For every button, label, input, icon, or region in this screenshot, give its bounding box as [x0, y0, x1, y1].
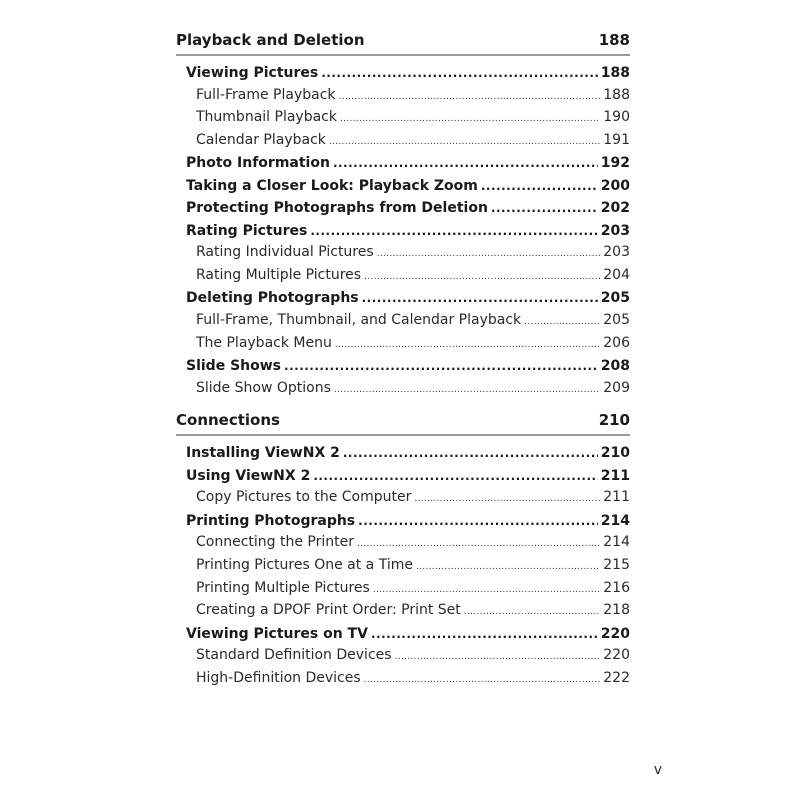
dot-leader	[481, 175, 598, 198]
dot-leader	[377, 244, 601, 265]
dot-leader	[340, 109, 600, 130]
dot-leader	[335, 335, 600, 356]
entry-page: 204	[603, 266, 630, 283]
dot-leader	[373, 580, 600, 601]
entry-page: 192	[600, 155, 630, 172]
dot-leader	[524, 312, 600, 333]
entry-title: Printing Photographs	[186, 512, 356, 529]
dot-leader	[491, 197, 598, 220]
toc-entry[interactable]	[176, 287, 630, 310]
entry-title: Copy Pictures to the Computer	[196, 489, 412, 506]
entry-page: 208	[600, 358, 630, 375]
dot-leader	[343, 442, 598, 465]
entry-page: 188	[600, 65, 630, 81]
dot-leader	[464, 602, 600, 623]
toc-subentry[interactable]	[176, 333, 630, 356]
section-header	[176, 408, 630, 436]
entry-title: Using ViewNX 2	[186, 467, 311, 484]
entry-title: Calendar Playback	[196, 131, 326, 148]
entry-title: High-Definition Devices	[196, 669, 361, 686]
dot-leader	[364, 267, 600, 288]
entry-title: Slide Show Options	[196, 379, 331, 396]
entry-title: Deleting Photographs	[186, 290, 359, 307]
entry-page: 211	[600, 467, 630, 484]
toc-entry[interactable]	[176, 623, 630, 646]
entry-title: Connecting the Printer	[196, 534, 354, 551]
section-playback-deletion	[176, 28, 630, 400]
entry-list	[176, 62, 630, 400]
entry-page: 191	[603, 131, 630, 148]
entry-page: 220	[600, 625, 630, 642]
toc-entry[interactable]	[176, 62, 630, 85]
dot-leader	[313, 465, 597, 488]
entry-title: Rating Individual Pictures	[196, 244, 374, 261]
entry-page: 222	[603, 669, 630, 686]
toc-subentry[interactable]	[176, 85, 630, 108]
entry-title: Standard Definition Devices	[196, 647, 392, 664]
toc-subentry[interactable]	[176, 578, 630, 601]
toc-subentry[interactable]	[176, 107, 630, 130]
entry-title: Full-Frame Playback	[196, 86, 336, 103]
entry-title: Rating Multiple Pictures	[196, 266, 362, 283]
entry-title: Printing Multiple Pictures	[196, 579, 370, 596]
toc-entry[interactable]	[176, 442, 630, 465]
entry-title: Printing Pictures One at a Time	[196, 556, 413, 573]
entry-page: 205	[603, 311, 630, 328]
entry-title: Slide Shows	[186, 358, 282, 375]
dot-leader	[416, 557, 600, 578]
dot-leader	[333, 152, 598, 175]
section-connections	[176, 408, 630, 690]
entry-page: 214	[603, 534, 630, 551]
dot-leader	[362, 287, 598, 310]
entry-page: 220	[603, 647, 630, 664]
dot-leader	[357, 534, 600, 555]
entry-page: 209	[603, 379, 630, 396]
entry-page: 205	[600, 290, 630, 307]
page-number: v	[653, 762, 662, 778]
entry-page: 214	[600, 512, 630, 529]
toc-entry[interactable]	[176, 152, 630, 175]
toc-subentry[interactable]	[176, 600, 630, 623]
dot-leader	[321, 62, 598, 85]
entry-page: 200	[600, 177, 630, 194]
entry-page: 215	[603, 556, 630, 573]
toc-subentry[interactable]	[176, 310, 630, 333]
dot-leader	[371, 623, 598, 646]
dot-leader	[364, 670, 601, 691]
dot-leader	[395, 647, 601, 668]
entry-page: 203	[603, 244, 630, 261]
entry-title: Full-Frame, Thumbnail, and Calendar Playback	[196, 311, 522, 328]
entry-title: The Playback Menu	[196, 334, 332, 351]
entry-title: Rating Pictures	[186, 222, 308, 239]
entry-title: Installing ViewNX 2	[186, 445, 340, 462]
toc-entry[interactable]	[176, 175, 630, 198]
entry-page: 202	[600, 200, 630, 217]
section-page: 188	[598, 31, 630, 49]
entry-title: Taking a Closer Look: Playback Zoom	[186, 177, 478, 194]
entry-title: Viewing Pictures on TV	[186, 625, 368, 642]
entry-page: 210	[600, 445, 630, 462]
dot-leader	[329, 132, 600, 153]
toc-subentry[interactable]	[176, 265, 630, 288]
dot-leader	[284, 355, 598, 378]
entry-page: 211	[603, 489, 630, 506]
entry-title: Protecting Photographs from Deletion	[186, 200, 488, 217]
entry-title: Photo Information	[186, 155, 330, 172]
section-title: Playback and Deletion	[176, 31, 365, 49]
dot-leader	[414, 489, 600, 510]
toc-subentry[interactable]	[176, 242, 630, 265]
entry-list	[176, 442, 630, 690]
toc-entry[interactable]	[176, 220, 630, 243]
toc-subentry[interactable]	[176, 130, 630, 153]
section-title: Connections	[176, 411, 280, 430]
section-page: 210	[598, 411, 630, 430]
dot-leader	[339, 87, 601, 108]
toc-entry[interactable]	[176, 197, 630, 220]
toc-subentry[interactable]	[176, 645, 630, 668]
dot-leader	[310, 220, 597, 243]
entry-page: 188	[603, 86, 630, 103]
entry-title: Viewing Pictures	[186, 65, 319, 81]
section-header	[176, 28, 630, 56]
toc-subentry[interactable]	[176, 555, 630, 578]
toc-subentry[interactable]	[176, 378, 630, 401]
toc-subentry[interactable]	[176, 532, 630, 555]
toc-subentry[interactable]	[176, 668, 630, 691]
entry-title: Thumbnail Playback	[196, 109, 337, 126]
toc-entry[interactable]	[176, 465, 630, 488]
dot-leader	[358, 510, 598, 533]
entry-page: 203	[600, 222, 630, 239]
dot-leader	[334, 380, 600, 401]
toc-subentry[interactable]	[176, 487, 630, 510]
toc-entry[interactable]	[176, 510, 630, 533]
entry-page: 206	[603, 334, 630, 351]
entry-page: 216	[603, 579, 630, 596]
entry-title: Creating a DPOF Print Order: Print Set	[196, 602, 461, 619]
table-of-contents	[176, 28, 630, 698]
entry-page: 218	[603, 602, 630, 619]
toc-entry[interactable]	[176, 355, 630, 378]
entry-page: 190	[603, 109, 630, 126]
